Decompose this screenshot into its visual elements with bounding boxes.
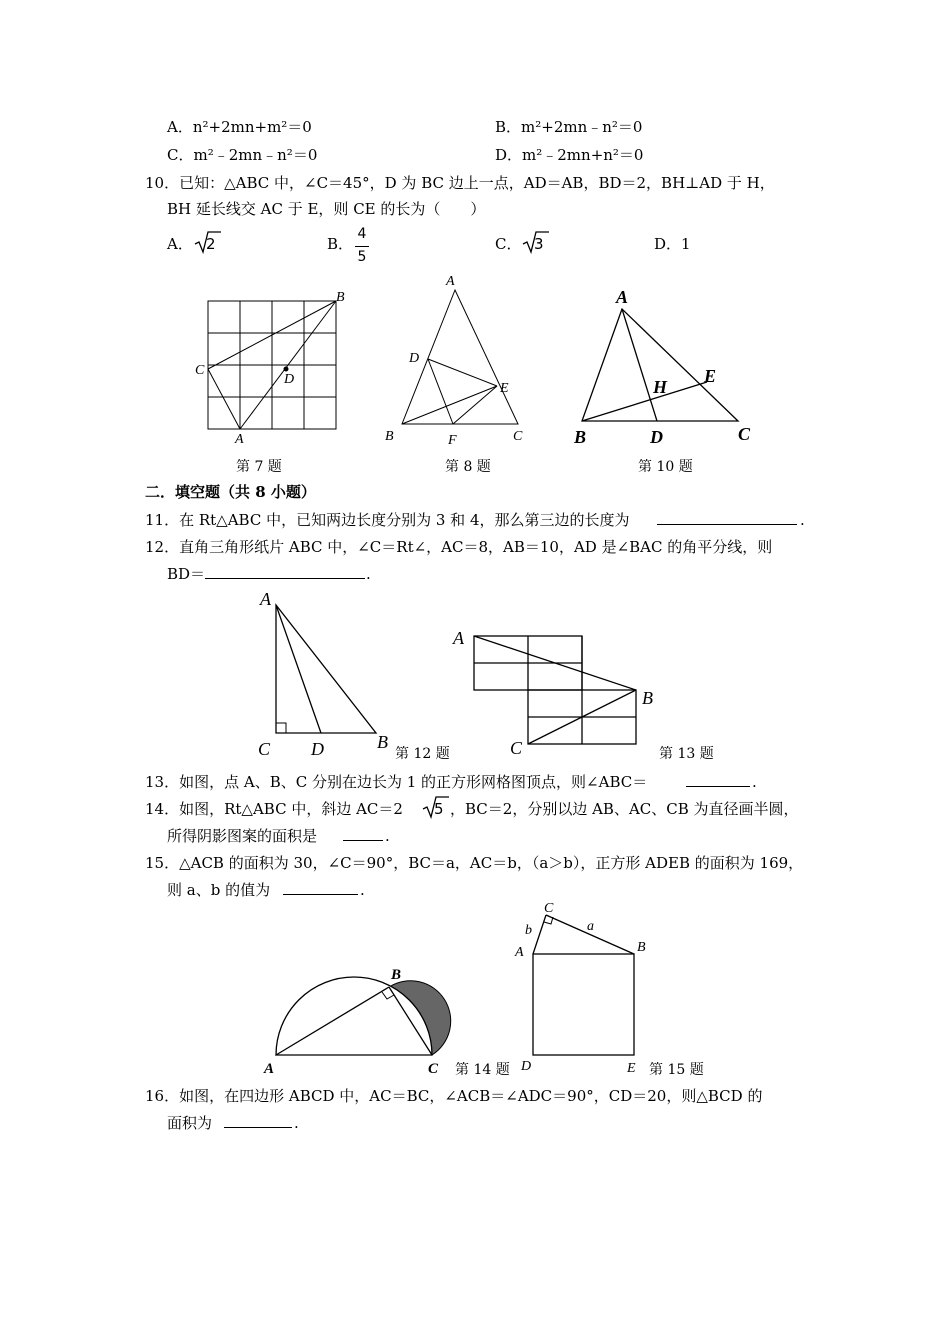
q15-line2: 则 a、b 的值为 [167,881,271,899]
q10-option-a-value: 2 [206,235,216,253]
label-f: F [448,433,457,448]
q10-option-b-label: B． [327,235,354,253]
label-b: B [385,429,394,444]
q13-text: 13．如图，点 A、B、C 分别在边长为 1 的正方形网格图顶点，则∠ABC＝ [145,773,648,791]
q12-answer-blank[interactable] [205,564,365,579]
q15-line1: 15．△ACB 的面积为 30，∠C＝90°，BC＝a，AC＝b，（a＞b），正方形 ADEB 的面积为 169， [145,854,804,872]
caption-fig14: 第 14 题 [455,1062,510,1078]
section-2-header: 二．填空题（共 8 小题） [145,483,316,501]
q14-end: . [385,827,390,845]
label-b: B [574,427,587,447]
q10-option-d: D．1 [654,235,691,253]
q14-answer-blank[interactable] [343,826,383,841]
label-a: A [235,432,244,447]
label-c: C [544,901,554,916]
label-b: B [336,290,345,305]
label-side-b: b [525,923,532,938]
label-c: C [738,424,751,444]
q9-option-b: B．m²+2mn﹣n²＝0 [495,118,643,136]
q12-line1: 12．直角三角形纸片 ABC 中，∠C＝Rt∠，AC＝8，AB＝10，AD 是∠BAC 的角平分线，则 [145,538,773,556]
label-c: C [258,739,271,759]
caption-fig10: 第 10 题 [638,459,693,475]
q16-line1: 16．如图，在四边形 ABCD 中，AC＝BC，∠ACB＝∠ADC＝90°，CD＝20，则△BCD 的 [145,1087,763,1105]
label-d: D [284,372,295,387]
q16-answer-blank[interactable] [224,1113,292,1128]
label-d: D [650,427,663,447]
label-b: B [377,732,388,752]
q16-end: . [294,1114,299,1132]
label-d: D [409,351,420,366]
label-c: C [428,1061,439,1077]
label-e: E [500,381,509,396]
q10-option-c-value: 3 [534,235,544,253]
label-c: C [195,363,205,378]
label-e: E [627,1061,636,1076]
figure-13-grid [450,622,665,762]
q13-end: . [752,773,757,791]
caption-fig15: 第 15 题 [649,1062,704,1078]
label-a: A [453,628,464,648]
figure-8-triangle [380,272,530,452]
q10-line2: BH 延长线交 AC 于 E，则 CE 的长为（ ） [167,200,486,218]
q11-text: 11．在 Rt△ABC 中，已知两边长度分别为 3 和 4，那么第三边的长度为 [145,511,630,529]
q10-option-a-label: A． [167,235,193,253]
label-b: B [642,688,653,708]
q11-answer-blank[interactable] [657,510,797,525]
q12-line2: BD＝ [167,565,206,583]
q9-option-a: A．n²+2mn+m²＝0 [167,118,312,136]
caption-fig8: 第 8 题 [445,459,491,475]
figure-14-semicircles [258,955,453,1080]
label-a: A [446,274,455,289]
label-a: A [515,945,524,960]
q16-line2: 面积为 [167,1114,213,1132]
q14-line1a: 14．如图，Rt△ABC 中，斜边 AC＝2 [145,800,403,818]
figure-15-square [505,898,665,1078]
q14-sqrt-value: 5 [434,800,444,818]
label-side-a: a [587,919,594,934]
q12-end: . [366,565,371,583]
q14-line2: 所得阴影图案的面积是 [167,827,318,845]
label-a: A [260,589,271,609]
label-h: H [653,377,668,397]
label-b: B [637,940,646,955]
caption-fig7: 第 7 题 [236,459,282,475]
q10-option-c-label: C． [495,235,522,253]
label-a: A [264,1061,275,1077]
figure-7-grid [190,285,350,445]
caption-fig12: 第 12 题 [395,746,450,762]
label-c: C [513,429,523,444]
q10-option-b-denominator: 5 [357,249,367,265]
point-d [284,367,289,372]
q13-answer-blank[interactable] [686,772,750,787]
label-a: A [616,287,629,307]
caption-fig13: 第 13 题 [659,746,714,762]
q9-option-c: C．m²﹣2mn﹣n²＝0 [167,146,318,164]
label-c: C [510,738,523,758]
q14-line1b: ，BC＝2，分别以边 AB、AC、CB 为直径画半圆， [450,800,799,818]
q15-end: . [360,881,365,899]
figure-10-triangle [570,285,760,445]
fraction-bar [355,246,369,247]
q10-option-b-numerator: 4 [357,226,367,242]
q10-line1: 10．已知：△ABC 中，∠C＝45°，D 为 BC 边上一点，AD＝AB，BD＝2，BH⊥AD 于 H， [145,174,775,192]
label-d: D [521,1059,532,1074]
q9-option-d: D．m²﹣2mn+n²＝0 [495,146,644,164]
label-d: D [311,739,324,759]
q11-end: . [800,511,805,529]
figure-12-right-triangle [255,590,395,760]
label-e: E [704,366,717,386]
q15-answer-blank[interactable] [283,880,358,895]
label-b: B [391,967,402,983]
